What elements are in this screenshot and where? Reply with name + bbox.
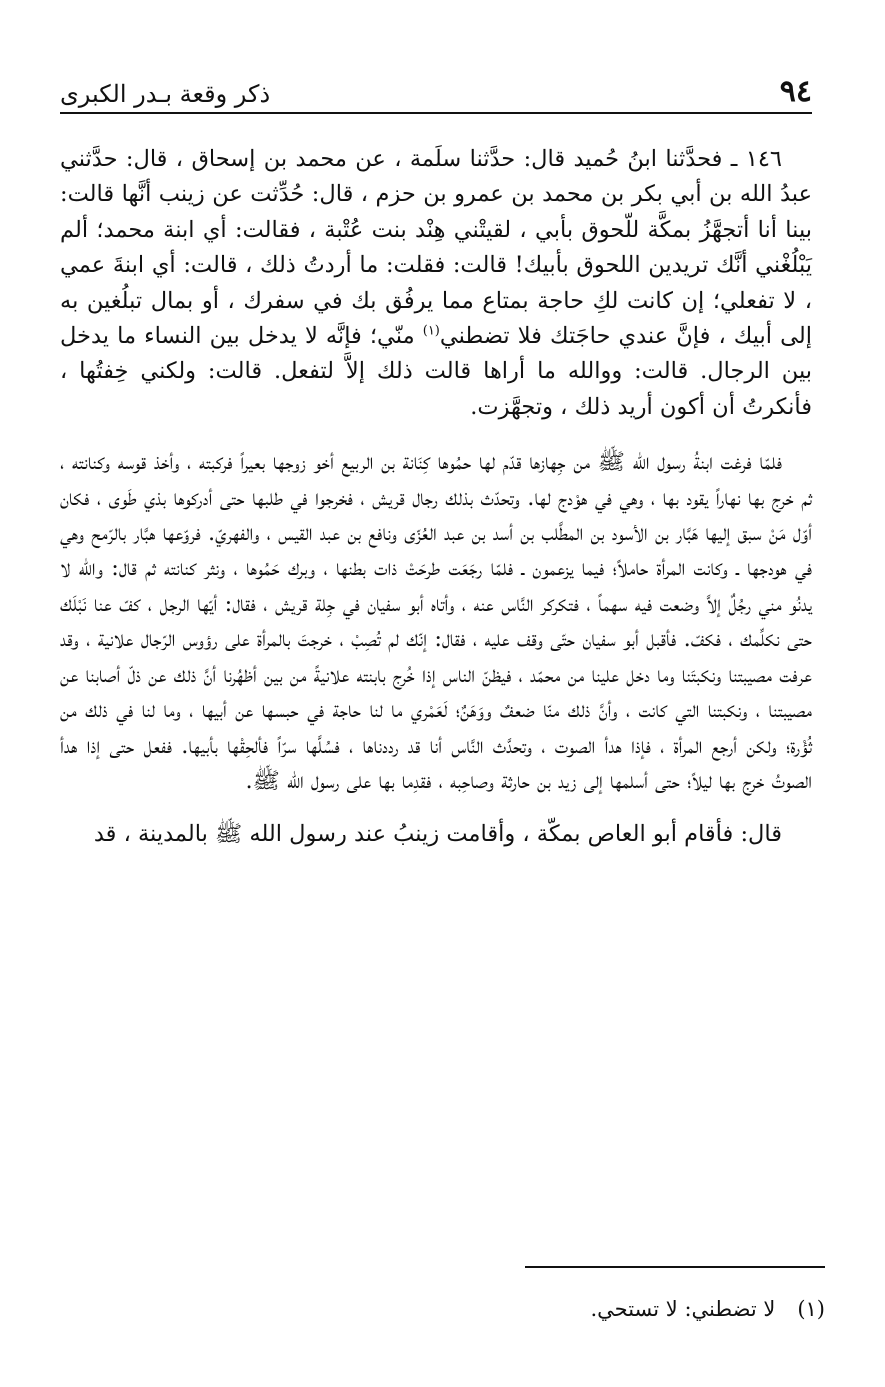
paragraph-text: ١٤٦ ـ فحدَّثنا ابنُ حُميد قال: حدَّثنا سلَمة ، عن محمد بن إسحاق ، قال: حدَّثني عبدُ الله بن أبي بكر بن محمد بن عمرو بن حزم ، قال: حُدِّثت عن زينب أنَّها قالت: بينا أنا أتجهَّزُ بمكَّة للّحوق بأبي ، لقيتْني هِنْد بنت عُتْبة ، فقالت: أي ابنة محمد؛ ألم يَبْلُغْني أنَّك تريدين اللحوق بأبيك! قالت: فقلت: ما أردتُ ذلك ، قالت: أي ابنةَ عمي ، لا تفعلي؛ إن كانت لكِ حاجة بمتاع مما يرفُق بك في سفرك ، أو بمال تبلُغين به إلى أبيك ، فإنَّ عندي حاجَتك فلا تضطني [60, 146, 813, 350]
paragraph-hadith-146 [60, 142, 812, 425]
paragraph-continuation: قال: فأقام أبو العاص بمكّة ، وأقامت زينبُ عند رسول الله ﷺ بالمدينة ، قد [93, 821, 782, 848]
chapter-title: ذكر وقعة بـدر الكبرى [60, 80, 271, 108]
page-number: ٩٤ [779, 74, 812, 109]
footnote-number: (١) [797, 1297, 825, 1321]
paragraph-narrative: فلمّا فرغت ابنةُ رسول الله ﷺ من جِهازها قدّم لها حمُوها كِنَانة بن الربيع أخو زوجها بعيراً فركبته ، وأخذ قوسه وكنانته ، ثم خرج بها نهاراً يقود بها ، وهي في هوْدج لها. وتحدّث بذلك رجال قريش ، فخرجوا في طلبها حتى أدركوها بذي طَوى ، فكان أوّل مَنْ سبق إليها هَبَّار بن الأسود بن المطَّلب بن أسد بن عبد العُزّى ونافع بن عبد القيس ، والفهريّ. فروّعها هبَّار بالرّمح وهي في هودجها ـ وكانت المرأة حاملاً؛ فيما يزعمون ـ فلمّا رجَعَت طرحَتْ ذات بطنها ، وبرك حَمُوها ، ونثر كنانته ثم قال: والله لا يدنُو مني رجُلٌ إلاَّ وضعت فيه سهماً ، فتكركر النَّاس عنه ، وأتاه أبو سفيان في جِلة قريش ، فقال: أيّها الرجل ، كفّ عنا نَبْلَك حتى نكلِّمك ، فكفّ. فأقبل أبو سفيان حتّى وقف عليه ، فقال: إنّك لم تُصِبْ ، خرجتَ بالمرأة على رؤوس الرّجال علانية ، وقد عرفت مصيبتنا ونكبتَنا وما دخل علينا من محمّد ، فيظنّ الناس إذا خُرج بابنته علانيةً من بين أظهُرنا أنَّ ذلك عن ذلّ أصابنا عن مصيبتنا ، ونكبتنا التي كانت ، وأنَّ ذلك منّا ضعفٌ ووَهَنٌ؛ لَعَمْري ما لنا حاجة في حبسها عن أبيها ، وما لنا في ذلك من ثُؤْرة؛ ولكن أرجع المرأة ، فإذا هدأ الصوت ، وتحدَّث النَّاس أنا قد رددناها ، فسُلَّها سرّاً فألحِقْها بأبيها. ففعل حتى إذا هدأ الصوتُ خرج بها ليلاً؛ حتى أسلمها إلى زيد بن حارثة وصاحِبه ، فقدِما بها على رسول الله ﷺ. [60, 449, 812, 794]
footnote-text: لا تضطني: لا تستحي. [590, 1297, 776, 1321]
footnote [73, 1294, 825, 1324]
footnote-divider [525, 1266, 825, 1268]
paragraph-text: منّي؛ فإنَّه لا يدخل بين النساء ما يدخل بين الرجال. قالت: ووالله ما أراها قالت ذلك إلاَّ لتفعل. قالت: ولكني خِفتُها ، فأنكرتُ أن أكون أريد ذلك ، وتجهَّزت. [60, 323, 812, 420]
body-text [60, 142, 812, 871]
running-header [60, 72, 812, 114]
footnote-reference: (١) [422, 323, 440, 339]
